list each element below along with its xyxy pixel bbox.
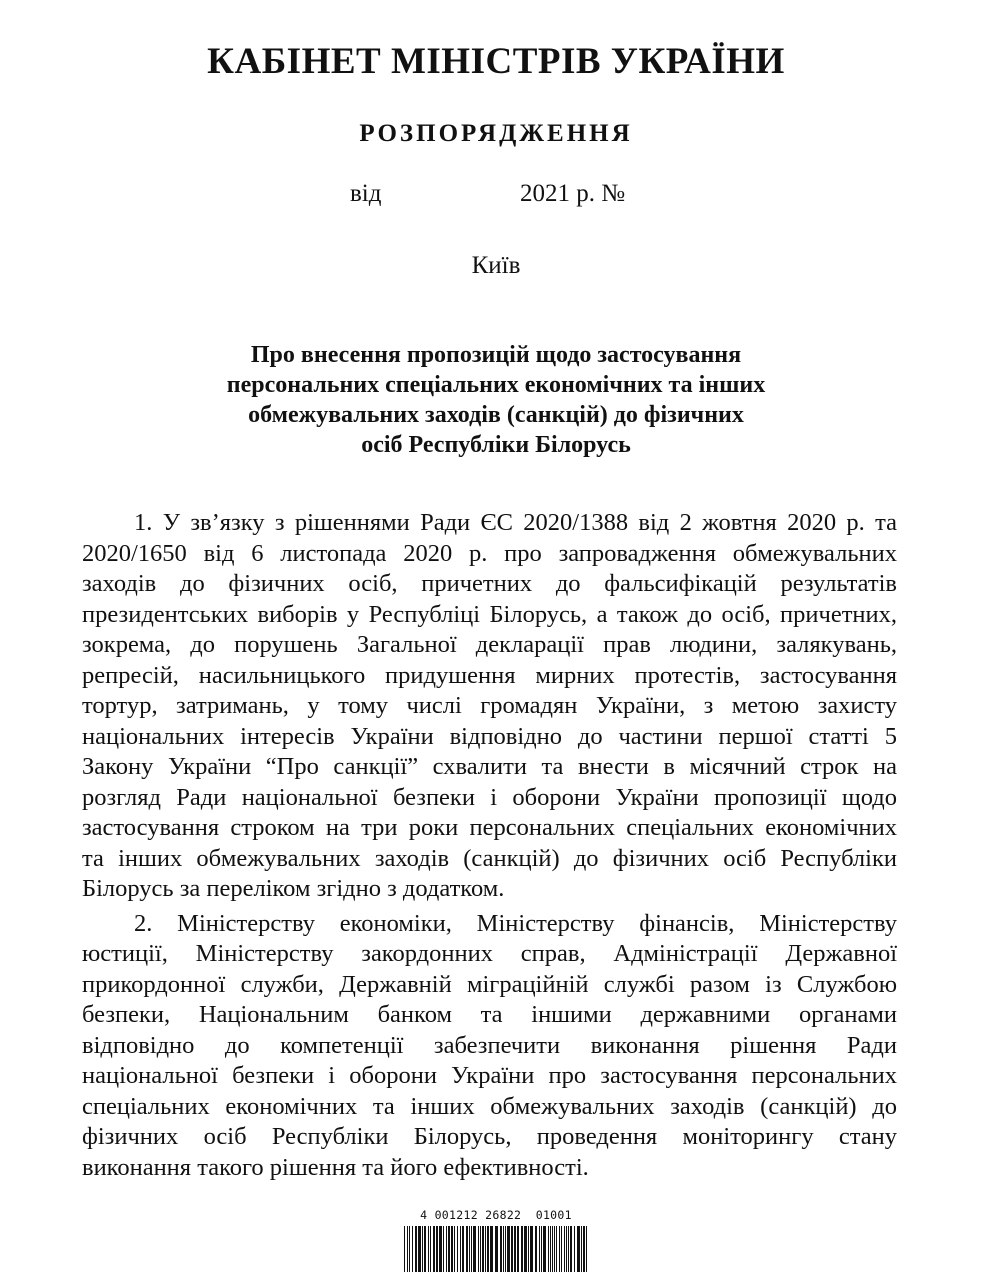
subject-line: персональних спеціальних економічних та інших <box>226 372 766 398</box>
paragraph-line: розгляд Ради національної безпеки і оборони України пропозиції щодо <box>82 783 897 811</box>
paragraph-line: фізичних осіб Республіки Білорусь, проведення моніторингу стану <box>82 1123 897 1150</box>
barcode-bar <box>415 1226 417 1272</box>
paragraph-line: тортур, затримань, у тому числі громадян України, з метою захисту <box>82 692 897 719</box>
barcode-bar <box>507 1226 510 1272</box>
barcode-bar <box>511 1226 513 1272</box>
barcode-bar <box>541 1226 542 1272</box>
barcode-bar <box>517 1226 519 1272</box>
barcode-bar <box>482 1226 484 1272</box>
barcode-bar <box>535 1226 537 1272</box>
barcode-bar <box>524 1226 527 1272</box>
barcode-number: 4 001212 26822 01001 <box>420 1208 572 1222</box>
barcode-bar <box>521 1226 523 1272</box>
barcode-bar <box>583 1226 585 1272</box>
paragraph-line: зокрема, до порушень Загальної декларації прав людини, залякувань, <box>82 631 897 658</box>
subject-line: осіб Республіки Білорусь <box>361 432 631 458</box>
barcode-bar <box>436 1226 438 1272</box>
paragraph-line: національних інтересів України відповідно до частини першої статті 5 <box>82 722 897 750</box>
barcode-bar <box>454 1226 455 1272</box>
barcode-bar <box>528 1226 529 1272</box>
barcode-bar <box>561 1226 562 1272</box>
city: Київ <box>471 252 521 279</box>
paragraph-line: президентських виборів у Республіці Білорусь, а також до осіб, причетних, <box>82 600 897 628</box>
barcode-bar <box>539 1226 540 1272</box>
date-line <box>0 180 992 212</box>
barcode-bar <box>490 1226 493 1272</box>
document-body <box>82 508 897 1183</box>
paragraph-line: спеціальних економічних та інших обмежувальних заходів (санкцій) до <box>82 1092 897 1120</box>
barcode-bar <box>451 1226 453 1272</box>
barcode-bar <box>503 1226 504 1272</box>
barcode-bar <box>466 1226 468 1272</box>
barcode-bar <box>550 1226 551 1272</box>
paragraph-2 <box>82 909 897 1184</box>
barcode-bar <box>457 1226 458 1272</box>
paragraph-1 <box>82 508 897 905</box>
barcode-bar <box>460 1226 461 1272</box>
barcode-bar <box>446 1226 447 1272</box>
barcode-bar <box>418 1226 421 1272</box>
barcode-bar <box>514 1226 516 1272</box>
barcode-bar <box>564 1226 565 1272</box>
document-subject <box>200 340 792 460</box>
barcode-bar <box>404 1226 405 1272</box>
barcode-bar <box>443 1226 444 1272</box>
paragraph-line: прикордонної служби, Державній міграційній службі разом із Службою <box>82 970 897 998</box>
barcode-bar <box>566 1226 567 1272</box>
barcode-bar <box>495 1226 498 1272</box>
document-type: РОЗПОРЯДЖЕННЯ <box>359 120 633 147</box>
barcode-bar <box>570 1226 572 1272</box>
paragraph-line: юстиції, Міністерству закордонних справ, Адміністрації Державної <box>82 940 897 967</box>
barcode-bar <box>581 1226 582 1272</box>
barcode-bar <box>543 1226 546 1272</box>
paragraph-line: відповідно до компетенції забезпечити виконання рішення Ради <box>82 1031 897 1059</box>
paragraph-line: безпеки, Національним банком та іншими державними органами <box>82 1001 897 1028</box>
paragraph-line: застосування строком на три роки персональних спеціальних економічних <box>82 814 897 841</box>
paragraph-line: 1. У зв’язку з рішеннями Ради ЄС 2020/1388 від 2 жовтня 2020 р. та <box>134 509 897 536</box>
barcode-bar <box>556 1226 557 1272</box>
paragraph-line: заходів до фізичних осіб, причетних до фальсифікацій результатів <box>82 570 897 597</box>
barcode-bar <box>485 1226 486 1272</box>
barcode-bar <box>574 1226 575 1272</box>
barcode-bar <box>430 1226 431 1272</box>
barcode-bar <box>473 1226 476 1272</box>
barcode-bar <box>471 1226 472 1272</box>
organization-title: КАБІНЕТ МІНІСТРІВ УКРАЇНИ <box>207 41 785 82</box>
barcode-bar <box>462 1226 464 1272</box>
barcode-bar <box>554 1226 555 1272</box>
barcode-bar <box>552 1226 553 1272</box>
date-prefix: від <box>350 180 382 207</box>
barcode-bar <box>469 1226 470 1272</box>
barcode-bar <box>439 1226 442 1272</box>
barcode-bar <box>559 1226 560 1272</box>
subject-line: обмежувальних заходів (санкцій) до фізичних <box>248 402 744 428</box>
barcode-bar <box>428 1226 429 1272</box>
barcode-bar <box>530 1226 533 1272</box>
barcode-bar <box>412 1226 413 1272</box>
barcode-bar <box>586 1226 587 1272</box>
barcode-bar <box>505 1226 506 1272</box>
barcode-bar <box>422 1226 423 1272</box>
barcode-bar <box>480 1226 481 1272</box>
date-year-number: 2021 р. № <box>520 180 626 207</box>
barcode-bar <box>424 1226 426 1272</box>
paragraph-line: національної безпеки і оборони України про застосування персональних <box>82 1062 897 1089</box>
barcode-bar <box>568 1226 569 1272</box>
barcode-bar <box>487 1226 489 1272</box>
barcode-bar <box>407 1226 408 1272</box>
paragraph-line: 2. Міністерству економіки, Міністерству фінансів, Міністерству <box>134 909 897 937</box>
barcode <box>396 1208 596 1274</box>
barcode-bar <box>548 1226 549 1272</box>
barcode-bar <box>500 1226 502 1272</box>
paragraph-line: та інших обмежувальних заходів (санкцій) до фізичних осіб Республіки <box>82 844 897 872</box>
paragraph-line: Закону України “Про санкції” схвалити та внести в місячний строк на <box>82 753 897 780</box>
paragraph-line: виконання такого рішення та його ефективності. <box>82 1153 589 1181</box>
barcode-bar <box>448 1226 450 1272</box>
subject-line: Про внесення пропозицій щодо застосування <box>250 342 742 368</box>
paragraph-line: репресій, насильницького придушення мирних протестів, застосування <box>82 661 897 689</box>
barcode-bar <box>478 1226 479 1272</box>
barcode-bars <box>396 1226 596 1272</box>
paragraph-line: 2020/1650 від 6 листопада 2020 р. про запровадження обмежувальних <box>82 539 897 567</box>
barcode-bar <box>433 1226 435 1272</box>
barcode-bar <box>577 1226 580 1272</box>
barcode-bar <box>409 1226 410 1272</box>
paragraph-line: Білорусь за переліком згідно з додатком. <box>82 875 505 902</box>
